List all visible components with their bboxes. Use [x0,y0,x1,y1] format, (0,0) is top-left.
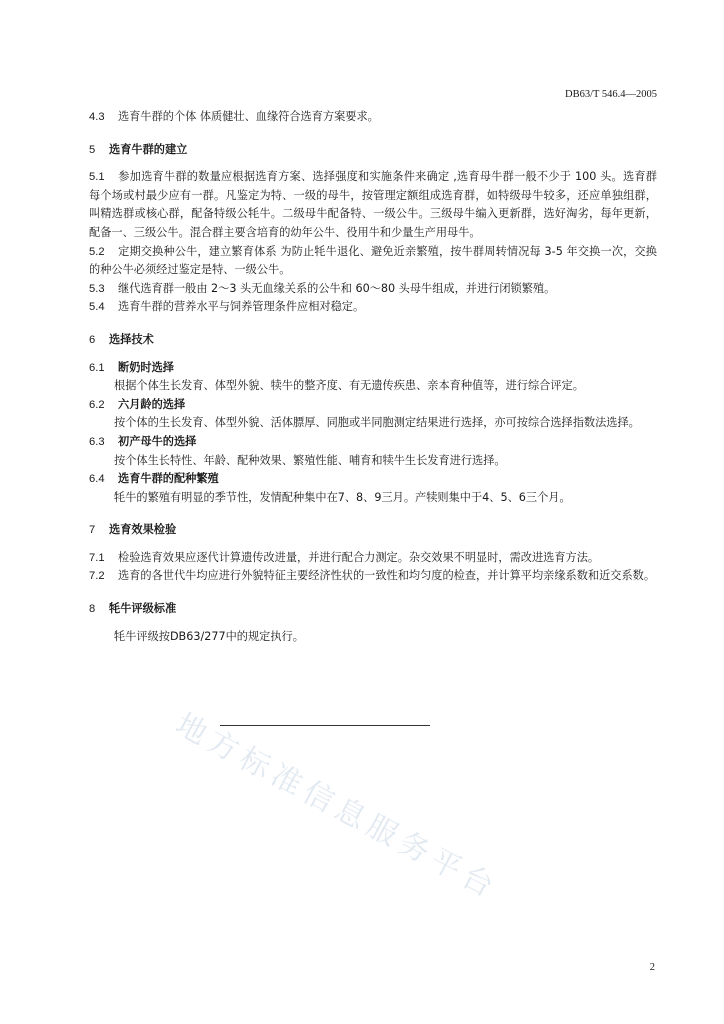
clause-number: 5.1 [89,171,105,184]
clause-text: 选育的各世代牛均应进行外貌特征主要经济性状的一致性和均匀度的检查，并计算平均亲缘系数和近交系数。 [118,569,656,583]
clause-text: 参加选育牛群的数量应根据选育方案、选择强度和实施条件来确定 ,选育母牛群一般不少于 100 头。选育群每个场或村最少应有一群。凡鉴定为特、一级的母牛，按管理定额组成选育群，如特级母牛较多，还应单独组群，叫精选群或核心群，配备特级公牦牛。二级母牛配备特、一级公牛。三级母牛编入更新群，选好淘劣，每年更新，配备一、三级公牛。混合群主要含培育的幼年公牛、役用牛和少量生产用母牛。 [89,170,657,239]
clause-6-3-title [89,433,657,452]
document-body [89,108,657,646]
document-code: DB63/T 546.4—2005 [565,89,657,100]
clause-5-1 [89,168,657,242]
clause-number: 7.2 [89,570,105,583]
section-title: 选育牛群的建立 [109,142,188,156]
clause-text: 选育牛群的个体 体质健壮、血缘符合选育方案要求。 [118,110,379,123]
clause-text: 定期交换种公牛，建立繁育体系 为防止牦牛退化、避免近亲繁殖，按牛群周转情况每 3-5 年交换一次，交换的种公牛必须经过鉴定是特、一级公牛。 [89,244,657,277]
clause-number: 4.3 [89,111,105,123]
clause-title: 六月龄的选择 [118,397,186,411]
clause-5-2 [89,243,657,280]
section-number: 7 [89,524,96,537]
clause-title: 断奶时选择 [118,360,174,374]
section-title: 选育效果检验 [109,523,177,537]
clause-number: 5.2 [89,245,105,258]
clause-6-1-title [89,359,657,378]
clause-title: 选育牛群的配种繁殖 [118,472,219,486]
page-number: 2 [649,962,655,973]
end-of-document-rule [220,725,430,726]
clause-6-2-title [89,396,657,415]
clause-6-3-text: 按个体生长特性、年龄、配种效果、繁殖性能、哺育和犊牛生长发育进行选择。 [114,453,506,467]
section-5-heading [89,141,657,160]
clause-number: 5.3 [89,282,105,295]
section-8-text: 牦牛评级按DB63/277中的规定执行。 [114,629,304,643]
clause-number: 6.1 [89,361,105,374]
section-8-heading [89,600,657,619]
clause-text: 检验选育效果应逐代计算遗传改进量，并进行配合力测定。杂交效果不明显时，需改进选育方法。 [118,550,600,564]
clause-number: 6.2 [89,398,105,411]
clause-7-1 [89,549,657,568]
section-6-heading [89,331,657,350]
clause-number: 5.4 [89,301,105,314]
section-title: 牦牛评级标准 [109,602,177,616]
clause-title: 初产母牛的选择 [118,434,197,448]
clause-5-3 [89,280,657,299]
clause-number: 7.1 [89,551,105,564]
clause-6-1-text: 根据个体生长发育、体型外貌、犊牛的整齐度、有无遗传疾患、亲本育种值等，进行综合评定。 [114,379,584,393]
clause-6-2-text: 按个体的生长发育、体型外貌、活体膘厚、同胞或半同胞测定结果进行选择，亦可按综合选择指数法选择。 [114,416,640,430]
section-number: 6 [89,333,96,346]
watermark-text: 地方标准信息服务平台 [169,707,505,907]
clause-number: 6.4 [89,473,105,486]
clause-text: 继代选育群一般由 2～3 头无血缘关系的公牛和 60～80 头母牛组成，并进行闭锁繁殖。 [118,281,556,295]
clause-6-4-title [89,470,657,489]
section-title: 选择技术 [109,332,154,346]
clause-text: 选育牛群的营养水平与饲养管理条件应相对稳定。 [118,300,365,314]
section-number: 5 [89,143,96,156]
clause-4-3 [89,108,657,127]
clause-5-4 [89,298,657,317]
clause-6-4-text: 牦牛的繁殖有明显的季节性，发情配种集中在7、8、9三月。产犊则集中于4、5、6三个月。 [114,490,571,504]
section-7-heading [89,521,657,540]
section-number: 8 [89,603,96,616]
clause-7-2 [89,567,657,586]
clause-number: 6.3 [89,435,105,448]
